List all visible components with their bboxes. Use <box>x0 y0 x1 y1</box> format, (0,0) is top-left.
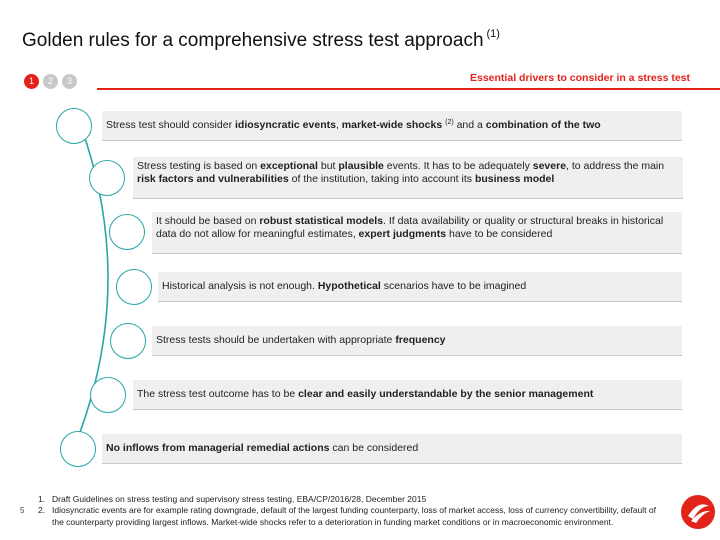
rule-keyword: clear and easily understandable by the senior management <box>298 388 594 401</box>
rule-text-segment: (2) <box>445 119 454 127</box>
rule-bullet-circle <box>116 269 152 305</box>
footnote-1: 1. Draft Guidelines on stress testing and supervisory stress testing, EBA/CP/2016/28, December 2015 <box>38 494 427 504</box>
step-1[interactable]: 1 <box>24 74 39 89</box>
rule-text-segment: . If data availability or quality or structural breaks in historical data do not allow for meaningful estimates, <box>156 215 664 240</box>
page-title: Golden rules for a comprehensive stress test approach $^{(1)}$ <box>22 28 500 51</box>
rule-bullet-circle <box>60 431 96 467</box>
rule-text <box>137 160 677 186</box>
rule-keyword: exceptional <box>260 160 318 172</box>
rule-keyword: market-wide shocks <box>341 119 443 132</box>
rule-keyword: severe <box>532 160 567 172</box>
rule-text-segment: The stress test outcome has to be <box>137 388 299 401</box>
unicredit-logo-icon <box>680 494 716 530</box>
headline-divider <box>97 88 720 90</box>
rule-keyword: frequency <box>395 334 446 347</box>
step-indicator <box>24 74 77 89</box>
section-headline: Essential drivers to consider in a stress test <box>470 72 691 84</box>
rule-item-1 <box>102 111 682 141</box>
rule-text-segment: have to be considered <box>446 227 553 240</box>
rule-item-4 <box>158 272 682 302</box>
rule-item-5 <box>152 326 682 356</box>
page-number: 5 <box>20 506 25 515</box>
rule-keyword: expert judgments <box>358 227 447 240</box>
step-2[interactable]: 2 <box>43 74 58 89</box>
rule-item-3 <box>152 212 682 254</box>
rule-text-segment: scenarios have to be imagined <box>380 280 527 293</box>
rule-keyword: robust statistical models <box>259 215 384 227</box>
rule-item-2 <box>133 157 683 199</box>
rule-text-segment: events. It has to be adequately <box>383 160 533 172</box>
rule-keyword: plausible <box>338 160 384 172</box>
rule-text-segment: can be considered <box>329 442 419 455</box>
rule-text <box>156 215 676 241</box>
rule-text-segment: but <box>317 160 339 172</box>
step-3[interactable]: 3 <box>62 74 77 89</box>
rule-bullet-circle <box>90 377 126 413</box>
rule-bullet-circle <box>109 214 145 250</box>
rule-text-segment: and a <box>453 119 486 132</box>
rule-keyword: business model <box>474 172 555 185</box>
rule-text <box>156 334 446 347</box>
rule-text-segment: of the institution, taking into account its <box>288 172 475 185</box>
rule-item-6 <box>133 380 682 410</box>
rule-text-segment: , <box>335 119 342 132</box>
rule-keyword: idiosyncratic events <box>234 119 336 132</box>
rule-text-segment: Stress testing is based on <box>137 160 261 172</box>
rule-bullet-circle <box>110 323 146 359</box>
rule-text <box>106 442 418 455</box>
footnotes <box>38 494 670 528</box>
rule-text-segment: , to address the main <box>566 160 665 172</box>
rule-text <box>162 280 526 293</box>
rule-text-segment: Stress tests should be undertaken with appropriate <box>156 334 396 347</box>
footnote-2: 2. Idiosyncratic events are for example rating downgrade, default of the largest funding counterparty, loss of market access, loss of currency convertibility, default of the counterparty providing largest inflows. Market-wide shocks refer to a deterioration in funding market conditions or in macroeconomic environment. <box>38 505 656 527</box>
rule-keyword: combination of the two <box>485 119 601 132</box>
rule-text-segment: Historical analysis is not enough. <box>162 280 318 293</box>
rule-bullet-circle <box>89 160 125 196</box>
rule-bullet-circle <box>56 108 92 144</box>
rule-text-segment: Stress test should consider <box>106 119 235 132</box>
title-footnote-ref: (1) <box>486 28 500 40</box>
rule-keyword: No inflows from managerial remedial actions <box>106 442 330 455</box>
rule-text <box>137 388 593 401</box>
rule-item-7 <box>102 434 682 464</box>
rule-text <box>106 119 601 132</box>
rule-keyword: risk factors and vulnerabilities <box>137 172 289 185</box>
rule-keyword: Hypothetical <box>317 280 381 293</box>
rule-text-segment: It should be based on <box>156 215 260 227</box>
